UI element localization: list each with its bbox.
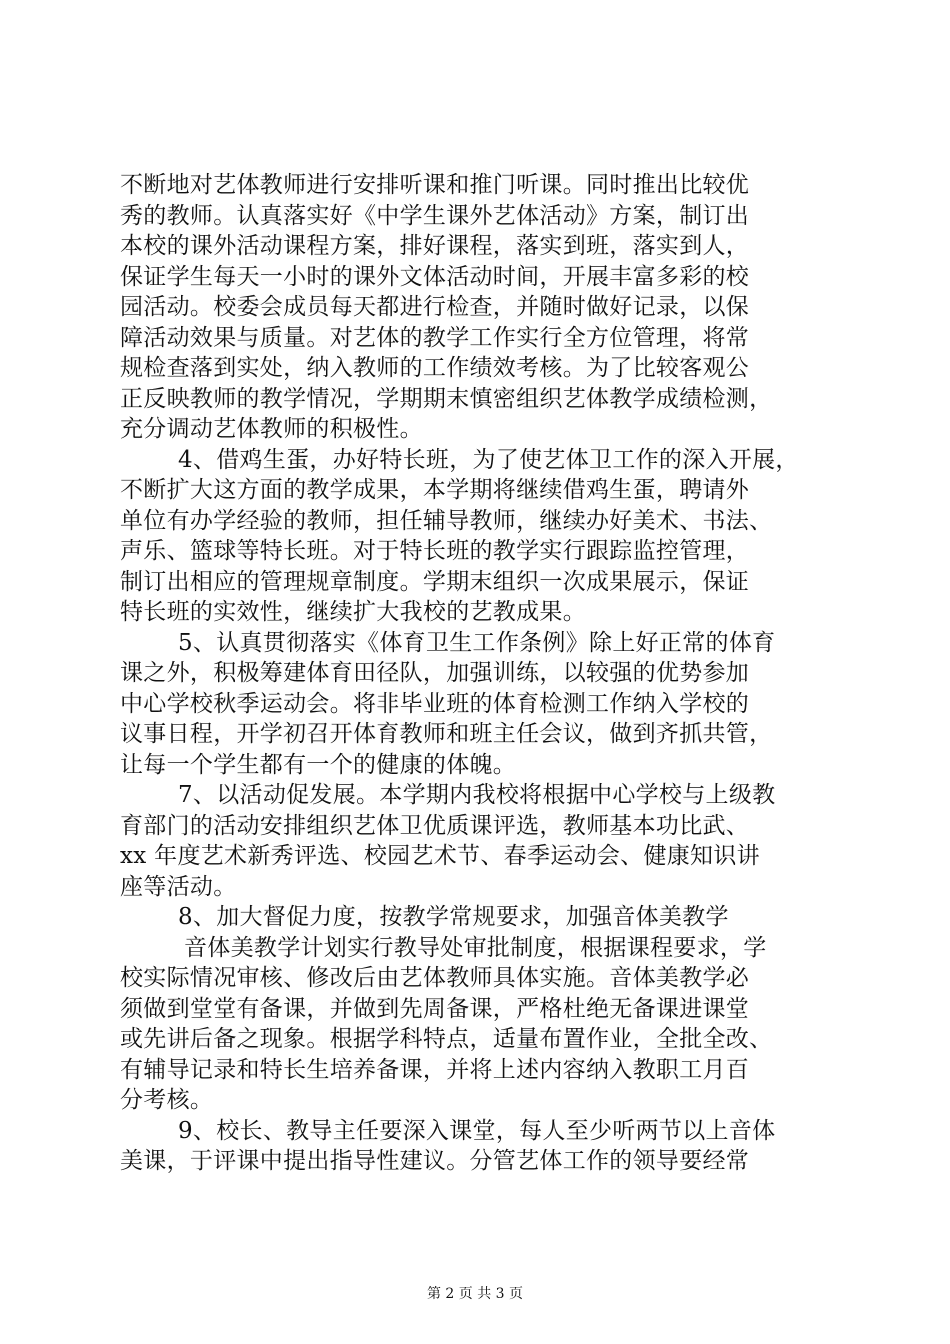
paragraph-line: 美课，于评课中提出指导性建议。分管艺体工作的领导要经常 xyxy=(120,1148,750,1174)
paragraph-line: 规检查落到实处，纳入教师的工作绩效考核。为了比较客观公 xyxy=(120,355,750,381)
paragraph-line: 单位有办学经验的教师，担任辅导教师，继续办好美术、书法、 xyxy=(120,507,773,534)
paragraph-line: 保证学生每天一小时的课外文体活动时间，开展丰富多彩的校 xyxy=(120,263,750,290)
paragraph-line: 8、加大督促力度，按教学常规要求，加强音体美教学 xyxy=(178,904,729,930)
paragraph-line: 或先讲后备之现象。根据学科特点，适量布置作业，全批全改、 xyxy=(120,1026,773,1052)
paragraph-line: 须做到堂堂有备课，并做到先周备课，严格杜绝无备课进课堂 xyxy=(120,995,750,1022)
paragraph-line: 不断地对艺体教师进行安排听课和推门听课。同时推出比较优 xyxy=(120,172,750,198)
paragraph-line: 让每一个学生都有一个的健康的体魄。 xyxy=(120,751,517,778)
paragraph-line: 声乐、篮球等特长班。对于特长班的教学实行跟踪监控管理， xyxy=(120,538,750,564)
paragraph-line: 有辅导记录和特长生培养备课，并将上述内容纳入教职工月百 xyxy=(120,1056,750,1083)
paragraph-line: 正反映教师的教学情况，学期期末慎密组织艺体教学成绩检测， xyxy=(120,385,773,412)
paragraph-line: 特长班的实效性，继续扩大我校的艺教成果。 xyxy=(120,599,586,625)
paragraph-line: 秀的教师。认真落实好《中学生课外艺体活动》方案，制订出 xyxy=(120,202,750,229)
paragraph-line: 校实际情况审核、修改后由艺体教师具体实施。音体美教学必 xyxy=(120,965,750,991)
paragraph-line: 9、校长、教导主任要深入课堂，每人至少听两节以上音体 xyxy=(178,1117,776,1144)
page-number-footer: 第 2 页 共 3 页 xyxy=(426,1286,524,1302)
paragraph-line: 5、认真贯彻落实《体育卫生工作条例》除上好正常的体育 xyxy=(178,629,776,656)
document-body xyxy=(120,170,835,1177)
paragraph-line: 议事日程，开学初召开体育教师和班主任会议，做到齐抓共管， xyxy=(120,721,773,747)
paragraph-line: xx 年度艺术新秀评选、校园艺术节、春季运动会、健康知识讲 xyxy=(120,843,760,869)
paragraph-line: 中心学校秋季运动会。将非毕业班的体育检测工作纳入学校的 xyxy=(120,690,750,717)
paragraph-line: 音体美教学计划实行教导处审批制度，根据课程要求，学 xyxy=(184,934,767,961)
paragraph-line: 座等活动。 xyxy=(120,873,237,900)
paragraph-line: 本校的课外活动课程方案，排好课程，落实到班，落实到人， xyxy=(120,233,750,259)
paragraph-line: 制订出相应的管理规章制度。学期末组织一次成果展示，保证 xyxy=(120,568,750,595)
paragraph-line: 课之外，积极筹建体育田径队，加强训练，以较强的优势参加 xyxy=(120,660,750,686)
paragraph-line: 障活动效果与质量。对艺体的教学工作实行全方位管理，将常 xyxy=(120,324,750,351)
paragraph-line: 园活动。校委会成员每天都进行检查，并随时做好记录，以保 xyxy=(120,294,750,320)
paragraph-line: 分考核。 xyxy=(120,1087,214,1113)
paragraph-line: 4、借鸡生蛋，办好特长班，为了使艺体卫工作的深入开展， xyxy=(178,446,799,473)
paragraph-line: 不断扩大这方面的教学成果，本学期将继续借鸡生蛋，聘请外 xyxy=(120,477,750,503)
paragraph-line: 育部门的活动安排组织艺体卫优质课评选，教师基本功比武、 xyxy=(120,812,750,839)
paragraph-line: 7、以活动促发展。本学期内我校将根据中心学校与上级教 xyxy=(178,782,776,808)
paragraph-line: 充分调动艺体教师的积极性。 xyxy=(120,416,423,442)
